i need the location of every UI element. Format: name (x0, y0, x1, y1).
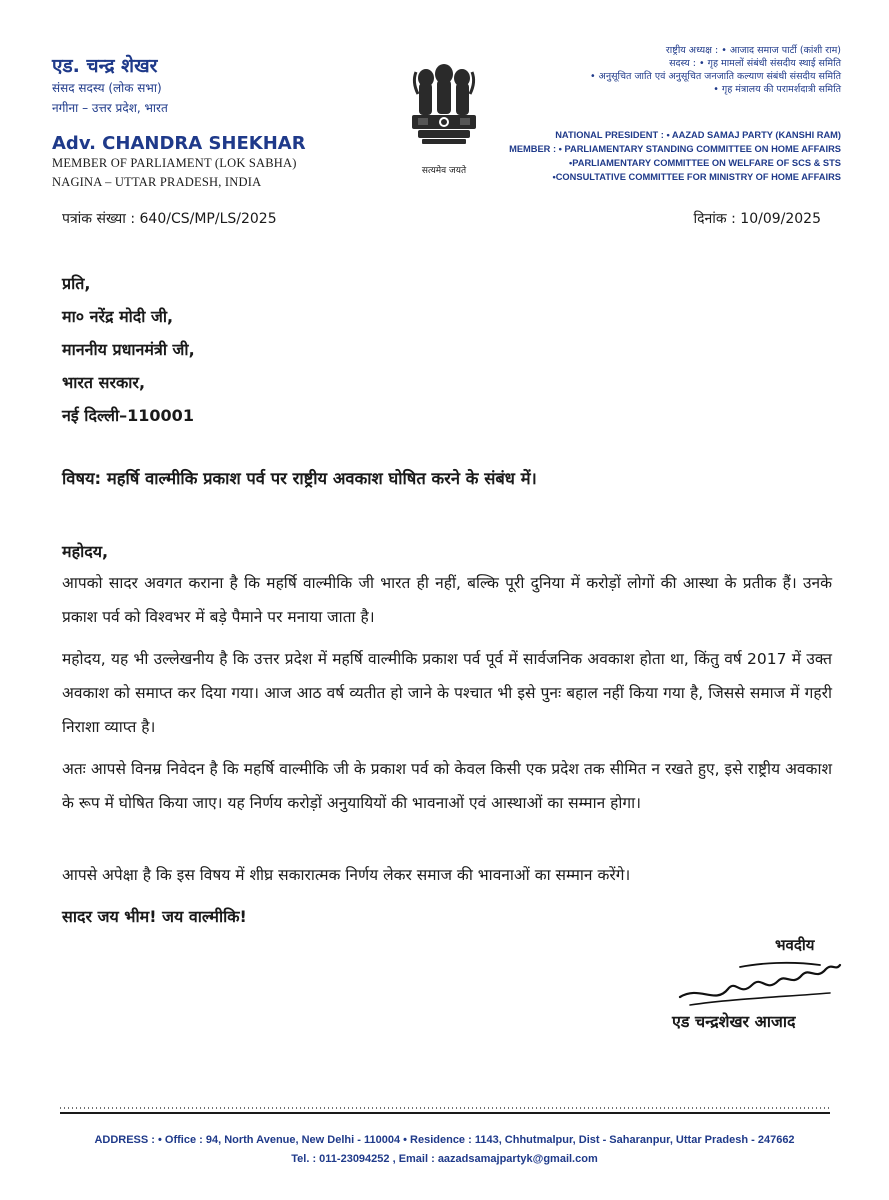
emblem-motto: सत्यमेव जयते (421, 166, 467, 176)
english-constituency: NAGINA – UTTAR PRADESH, INDIA (52, 175, 262, 189)
right-english-line: MEMBER : • PARLIAMENTARY STANDING COMMITTEE ON HOME AFFAIRS (509, 144, 841, 154)
subject-line: विषय: महर्षि वाल्मीकि प्रकाश पर्व पर राष्ट्रीय अवकाश घोषित करने के संबंध में। (62, 469, 537, 488)
reference-number: पत्रांक संख्या : 640/CS/MP/LS/2025 (62, 211, 277, 227)
right-hindi-line: सदस्य : • गृह मामलों संबंधी संसदीय स्थाई समिति (669, 58, 841, 69)
addressee-line: नई दिल्ली–110001 (62, 406, 194, 425)
english-title: MEMBER OF PARLIAMENT (LOK SABHA) (52, 156, 297, 170)
right-english-line: •CONSULTATIVE COMMITTEE FOR MINISTRY OF HOME AFFAIRS (552, 172, 841, 182)
handwritten-signature (670, 945, 850, 1015)
right-hindi-line: • गृह मंत्रालय की परामर्शदात्री समिति (713, 84, 841, 95)
body-paragraph: आपको सादर अवगत कराना है कि महर्षि वाल्मीकि जी भारत ही नहीं, बल्कि पूरी दुनिया में करोड़ों लोगों की आस्था के प्रतीक हैं। उनके प्रकाश पर्व को विश्वभर में बड़े पैमाने पर मनाया जाता है। (62, 574, 832, 626)
right-hindi-block (590, 44, 841, 96)
closing-line: सादर जय भीम! जय वाल्मीकि! (62, 907, 247, 926)
addressee-line: मा० नरेंद्र मोदी जी, (62, 307, 174, 326)
hindi-name: एड. चन्द्र शेखर (52, 55, 158, 77)
footer-divider (60, 1106, 830, 1110)
signoff: भवदीय (775, 936, 815, 954)
signer-name: एड चन्द्रशेखर आजाद (672, 1012, 796, 1031)
footer-contact: Tel. : 011-23094252 , Email : aazadsamajpartyk@gmail.com (291, 1153, 598, 1165)
addressee-line: प्रति, (62, 274, 91, 293)
body-paragraph: अतः आपसे विनम्र निवेदन है कि महर्षि वाल्मीकि जी के प्रकाश पर्व को केवल किसी एक प्रदेश तक सीमित न रखते हुए, इसे राष्ट्रीय अवकाश के रूप में घोषित किया जाए। यह निर्णय करोड़ों अनुयायियों की भावनाओं एवं आस्थाओं का सम्मान होगा। (62, 760, 832, 812)
hindi-title: संसद सदस्य (लोक सभा) (52, 81, 162, 95)
addressee-line: भारत सरकार, (62, 373, 146, 392)
right-hindi-line: • अनुसूचित जाति एवं अनुसूचित जनजाति कल्याण संबंधी संसदीय समिति (589, 71, 841, 82)
salutation: महोदय, (62, 542, 109, 561)
english-name: Adv. CHANDRA SHEKHAR (52, 133, 306, 154)
right-english-line: •PARLIAMENTARY COMMITTEE ON WELFARE OF SCS & STS (568, 158, 841, 168)
right-english-line: NATIONAL PRESIDENT : • AAZAD SAMAJ PARTY (KANSHI RAM) (555, 130, 841, 140)
footer-rule (60, 1112, 830, 1114)
hindi-constituency: नगीना – उत्तर प्रदेश, भारत (52, 101, 168, 115)
letter-date: दिनांक : 10/09/2025 (693, 211, 821, 227)
body-paragraph: आपसे अपेक्षा है कि इस विषय में शीघ्र सकारात्मक निर्णय लेकर समाज की भावनाओं का सम्मान करेंगे। (62, 866, 631, 884)
addressee-line: माननीय प्रधानमंत्री जी, (62, 340, 195, 359)
footer-address: ADDRESS : • Office : 94, North Avenue, New Delhi - 110004 • Residence : 1143, Chhutmalpur, Dist - Saharanpur, Uttar Pradesh - 247662 (94, 1134, 795, 1146)
right-english-block (509, 128, 841, 184)
body-paragraph: महोदय, यह भी उल्लेखनीय है कि उत्तर प्रदेश में महर्षि वाल्मीकि प्रकाश पर्व पूर्व में सार्वजनिक अवकाश होता था, किंतु वर्ष 2017 में उक्त अवकाश को समाप्त कर दिया गया। आज आठ वर्ष व्यतीत हो जाने के पश्चात भी इसे पुनः बहाल नहीं किया गया है, जिससे समाज में गहरी निराशा व्याप्त है। (62, 650, 832, 736)
right-hindi-line: राष्ट्रीय अध्यक्ष : • आजाद समाज पार्टी (कांशी राम) (665, 45, 841, 56)
